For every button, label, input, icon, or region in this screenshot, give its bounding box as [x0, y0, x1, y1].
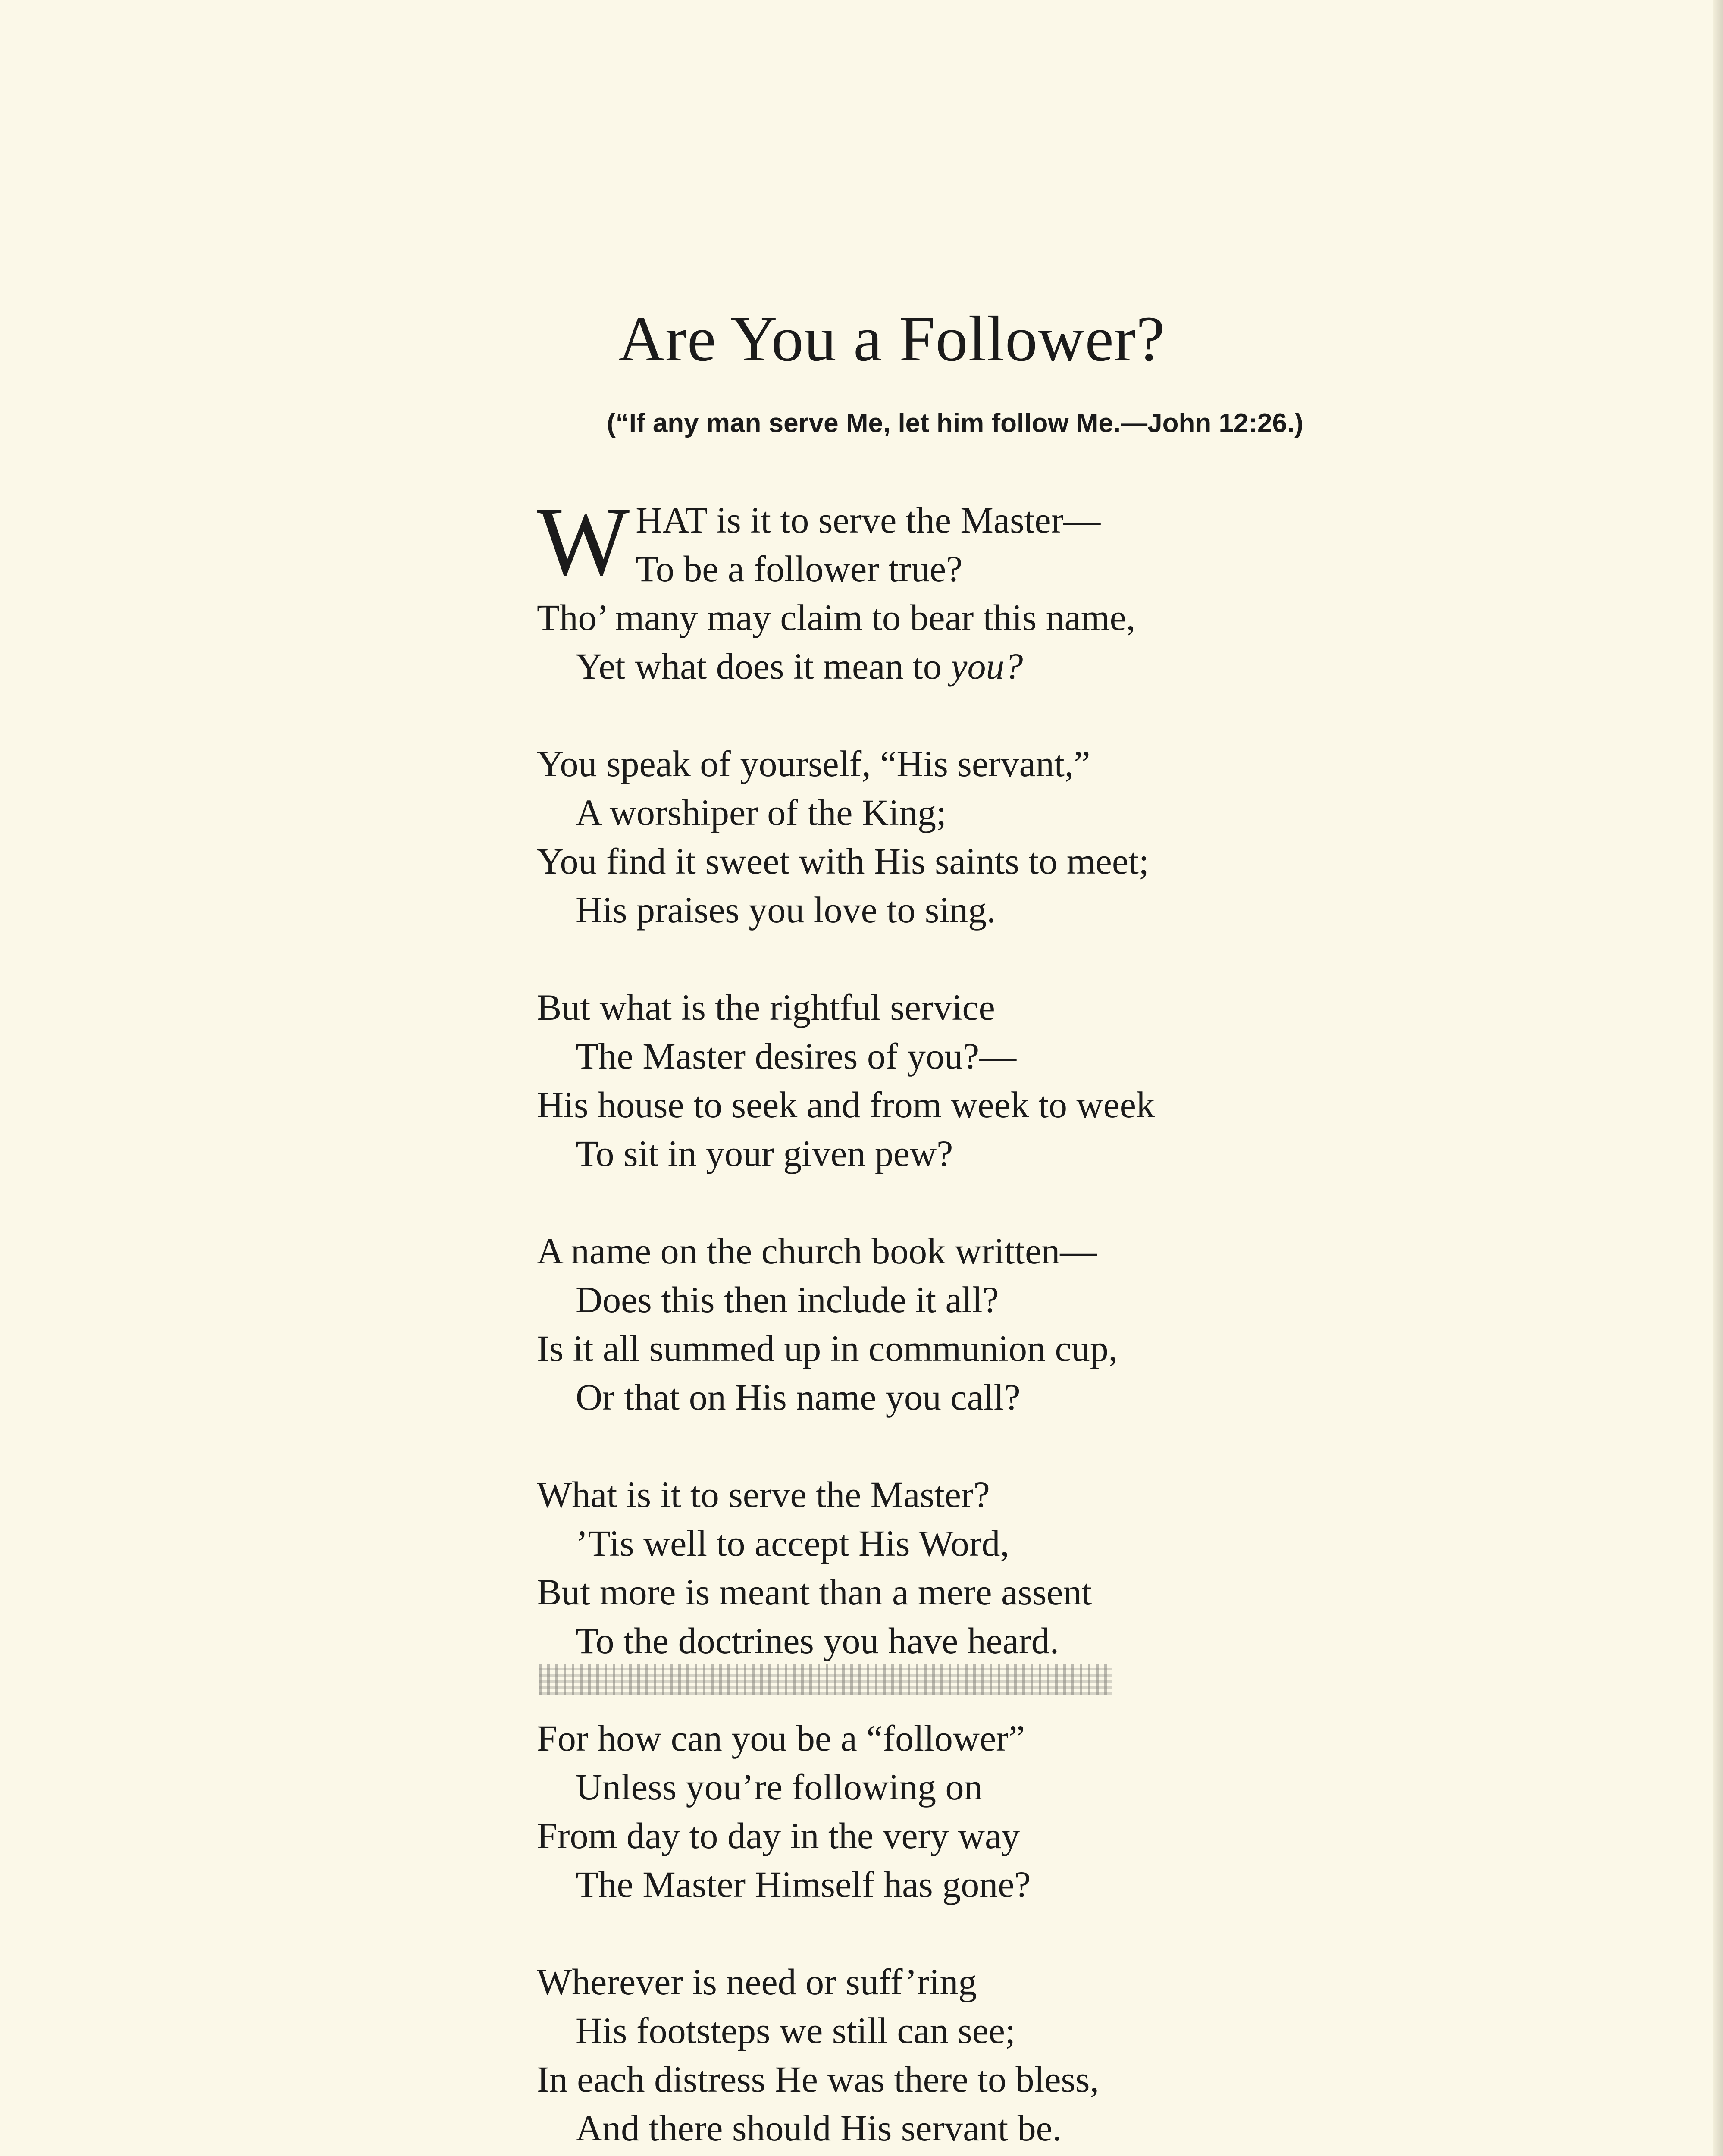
poem-line: What is it to serve the Master? — [537, 1474, 990, 1515]
poem-line: You speak of yourself, “His servant,” — [537, 743, 1090, 784]
poem-line-text: HAT is it to serve the Master— — [636, 499, 1101, 541]
poem-line: In each distress He was there to bless, — [537, 2059, 1099, 2100]
poem-line: To be a follower true? — [636, 548, 963, 589]
poem-line: Or that on His name you call? — [576, 1376, 1021, 1418]
poem-line: To sit in your given pew? — [576, 1133, 953, 1174]
drop-cap: W — [537, 487, 630, 596]
poem-line: His praises you love to sing. — [576, 889, 996, 931]
poem-line: A name on the church book written— — [537, 1230, 1097, 1272]
poem-line: The Master Himself has gone? — [576, 1864, 1031, 1905]
poem-line: Is it all summed up in communion cup, — [537, 1328, 1118, 1369]
stanza — [537, 1227, 1399, 1422]
poem-line: To the doctrines you have heard. — [576, 1620, 1059, 1661]
poem-line — [537, 642, 1399, 691]
stanza — [537, 1470, 1399, 1665]
stanza — [537, 487, 1399, 691]
poem-line: You find it sweet with His saints to meet; — [537, 840, 1149, 882]
print-smudge — [539, 1664, 1112, 1695]
poem-line: A worshiper of the King; — [576, 792, 946, 833]
poem-line: The Master desires of you?— — [576, 1035, 1017, 1077]
emphasized-word: you? — [951, 646, 1023, 687]
poem-line: His footsteps we still can see; — [576, 2010, 1015, 2051]
poem-line-text: Yet what does it mean to — [576, 646, 951, 687]
epigraph: (“If any man serve Me, let him follow Me.—John 12:26.) — [607, 408, 1303, 438]
poem-line: Unless you’re following on — [576, 1766, 983, 1808]
poem-line: Tho’ many may claim to bear this name, — [537, 597, 1136, 638]
poem-line: Wherever is need or suff’ring — [537, 1961, 977, 2002]
poem-line: And there should His servant be. — [576, 2107, 1062, 2149]
stanza — [537, 740, 1399, 934]
poem-line: ’Tis well to accept His Word, — [576, 1523, 1009, 1564]
poem-line: But more is meant than a mere assent — [537, 1571, 1092, 1613]
stanza — [537, 1958, 1399, 2153]
poem-line: But what is the rightful service — [537, 987, 995, 1028]
poem-line: From day to day in the very way — [537, 1815, 1020, 1856]
stanza — [537, 1714, 1399, 1909]
poem-body — [537, 487, 1399, 2156]
poem-line: Does this then include it all? — [576, 1279, 999, 1320]
stanza — [537, 983, 1399, 1178]
poem-line: His house to seek and from week to week — [537, 1084, 1155, 1125]
poem-title: Are You a Follower? — [618, 303, 1165, 375]
poem-line: For how can you be a “follower” — [537, 1717, 1025, 1759]
